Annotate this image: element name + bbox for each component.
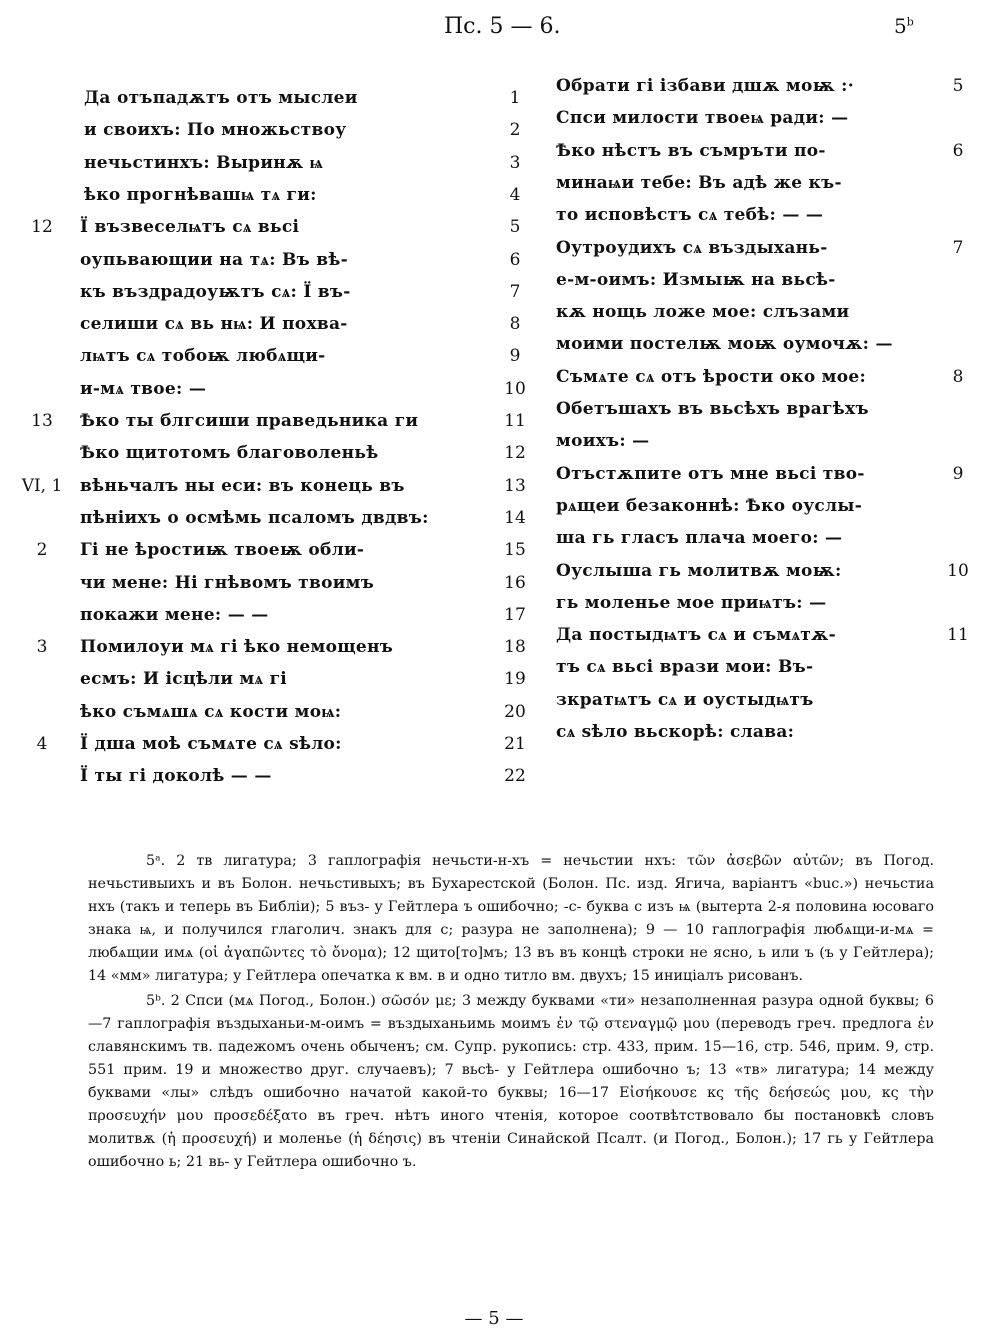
left-text-line: пѣніихъ о осмѣмь псаломъ двдвъ: [80,507,429,528]
line-number: 22 [504,766,526,787]
verse-number-right: 5 [952,76,964,96]
right-text-line: то исповѣстъ сѧ тебѣ: — — [556,205,824,226]
verse-number-right: 10 [947,560,969,581]
line-number: 5 [509,217,521,238]
page-title: Пс. 5 — 6. [444,14,561,39]
line-number: 7 [509,281,521,302]
right-text-line: рѧщеи безаконнѣ: Ѣко оуслы- [556,495,863,516]
left-text-line: ѣко прогнѣвашѩ тѧ ги: [84,184,317,205]
left-text-line: лѩтъ сѧ тобоѭ любѧщи- [80,346,326,367]
left-text-line: Ї възвеселѩтъ сѧ вьсі [80,217,300,238]
left-text-line: и-мѧ твое: — [80,378,207,399]
line-number: 16 [504,572,526,593]
line-number: 15 [504,540,526,561]
left-text-line: Ї ты гі доколѣ — — [80,766,272,787]
right-text-line: Обетъшахъ въ вьсѣхъ врагѣхъ [556,399,869,419]
right-text-line: кѫ нощь ложе мое: слъзами [556,302,850,323]
verse-number-right: 6 [952,140,964,161]
line-number: 13 [504,475,526,496]
line-number: 11 [504,411,526,431]
left-text-line: нечьстинхъ: Выринѫ ѩ [84,152,324,173]
line-number: 6 [509,249,521,270]
verse-number-left: 3 [36,637,48,658]
line-number: 3 [509,152,521,173]
right-text-line: Съмѧте сѧ отъ ѣрости око мое: [556,366,867,387]
footnote-5b: 5ᵇ. 2 Спси (мѧ Погод., Болон.) σῶσόν με; 3 между буквами «ти» незаполненная разура одной буквы; 6—7 гаплографія въздыханьи-м-оимъ = въздыханьимь моимъ ἐν τῷ στεναγμῷ μου (переводъ греч. предлога ἐν славянскимъ тв. падежомъ очень обыченъ; см. Супр. рукопись: стр. 433, прим. 15—16, стр. 546, прим. 9, стр. 551 прим. 19 и множество друг. случаевъ); 7 вьсѣ- у Гейтлера ошибочно ъ; 13 «тв» лигатура; 14 между буквами «лы» слѣдъ ошибочно начатой какой-то буквы; 16—17 Εἰσήκουσε κς τῆς δεήσεώς μου, κς τὴν προσευχήν μου προσεδέξατο въ греч. нѣтъ иного чтенія, которое соотвѣтствовало бы постановкѣ словъ молитвѫ (ἡ προσευχή) и моленье (ἡ δέησις) въ чтеніи Синайской Псалт. (и Погод., Болон.); 17 гь у Гейтлера ошибочно ь; 21 вь- у Гейтлера ошибочно ъ. [88,993,934,1170]
line-number: 19 [504,669,526,690]
left-text-line: чи мене: Ні гнѣвомъ твоимъ [80,572,375,593]
line-number: 9 [509,346,521,367]
left-text-line: Ѣко ты блгсиши праведьника ги [80,411,419,431]
line-number: 18 [504,637,526,658]
page-footer-number: — 5 — [464,1308,524,1329]
verse-number-left: 2 [36,540,48,561]
right-text-line: Ѣко нѣстъ въ съмръти по- [556,140,826,161]
verse-number-left: 12 [31,217,53,238]
line-number: 2 [509,120,521,141]
left-text-line: къ въздрадоуѭтъ сѧ: Ї въ- [80,281,351,302]
left-text-line: ѣко съмѧшѧ сѧ кости моѩ: [80,701,342,722]
right-text-line: тъ сѧ вьсі врази мои: Въ- [556,657,814,678]
right-text-line: е-м-оимъ: Измыѭ на вьсѣ- [556,269,836,290]
right-text-line: зкратѩтъ сѧ и оустыдѩтъ [556,689,814,710]
verse-number-right: 9 [952,463,964,484]
right-text-line: моими постелѭ моѭ оумочѫ: — [556,334,893,355]
left-text-line: покажи мене: — — [80,604,269,625]
line-number: 14 [504,507,526,528]
footnotes [88,850,934,1174]
page-number-label: 5$^b$ [894,14,914,38]
right-text-line: ша гь гласъ плача моего: — [556,528,843,549]
left-text-line: есмъ: И ісцѣли мѧ гі [80,669,288,690]
verse-number-left: 4 [36,734,48,754]
left-text-line: Помилоуи мѧ гі ѣко немощенъ [80,637,394,658]
line-number: 20 [504,701,526,722]
verse-number-left: VI, 1 [21,475,63,496]
left-text-line: и своихъ: По множьствоу [84,120,347,141]
line-number: 12 [504,443,526,464]
right-text-line: Оуслыша гь молитвѫ моѭ: [556,560,842,581]
line-number: 21 [504,734,526,754]
left-text-line: Да отъпадѫтъ отъ мыслеи [84,88,358,108]
left-text-line: селиши сѧ вь нѩ: И похва- [80,314,348,335]
right-text-line: моихъ: — [556,431,650,452]
right-text-line: Оутроудихъ сѧ въздыхань- [556,237,828,258]
line-number: 10 [504,378,526,399]
line-number: 8 [509,314,521,335]
footnote-5a: 5ᵃ. 2 тв лигатура; 3 гаплографія нечьсти-н-хъ = нечьстии нхъ: τῶν ἀσεβῶν αὐτῶν; въ Погод. нечьстивыихъ и въ Болон. нечьстивыхъ; въ Бухарестской (Болон. Пс. изд. Ягича, варіантъ «buc.») нечьстиа нхъ (такъ и теперь въ Библіи); 5 въз- у Гейтлера ъ ошибочно; -с- буква с изъ ѩ (вытерта 2-я половина юсоваго знака ѩ, и получился глаголич. знакъ для с; разура не заполнена); 9 — 10 гаплографія любѧщи-и-мѧ = любѧщии имѧ (οἱ ἀγαπῶντες τὸ ὄνομα); 12 щито[то]мъ; 13 въ въ концѣ строки не ясно, ь или ъ (ъ у Гейтлера); 14 «мм» лигатура; у Гейтлера опечатка к вм. в и одно титло вм. двухъ; 15 иниціалъ рисованъ. [88,853,934,984]
right-text-line: сѧ ѕѣло вьскорѣ: слава: [556,722,795,742]
right-text-line: Спси милости твоеѩ ради: — [556,108,849,129]
verse-number-left: 13 [31,411,53,431]
verse-number-right: 11 [947,625,969,646]
left-text-line: оупьвающии на тѧ: Въ вѣ- [80,249,348,270]
line-number: 1 [509,88,521,108]
verse-number-right: 8 [952,366,964,387]
right-text-line: гь моленье мое приѩтъ: — [556,592,827,613]
left-text-line: вѣньчалъ ны еси: въ конець въ [80,475,405,496]
right-text-line: Обрати гі ізбави дшѫ моѭ :· [556,76,854,96]
left-text-line: Ѣко щитотомъ благоволеньѣ [80,443,379,464]
right-text-line: Отъстѫпите отъ мне вьсі тво- [556,463,865,484]
right-text-line: минаѩи тебе: Въ адѣ же къ- [556,172,842,193]
line-number: 4 [509,184,521,205]
line-number: 17 [504,604,526,625]
left-text-line: Ї дша моѣ съмѧте сѧ ѕѣло: [80,734,342,754]
right-text-line: Да постыдѩтъ сѧ и съмѧтѫ- [556,625,836,646]
verse-number-right: 7 [952,237,964,258]
left-text-line: Гі не ѣростиѭ твоеѭ обли- [80,540,365,561]
